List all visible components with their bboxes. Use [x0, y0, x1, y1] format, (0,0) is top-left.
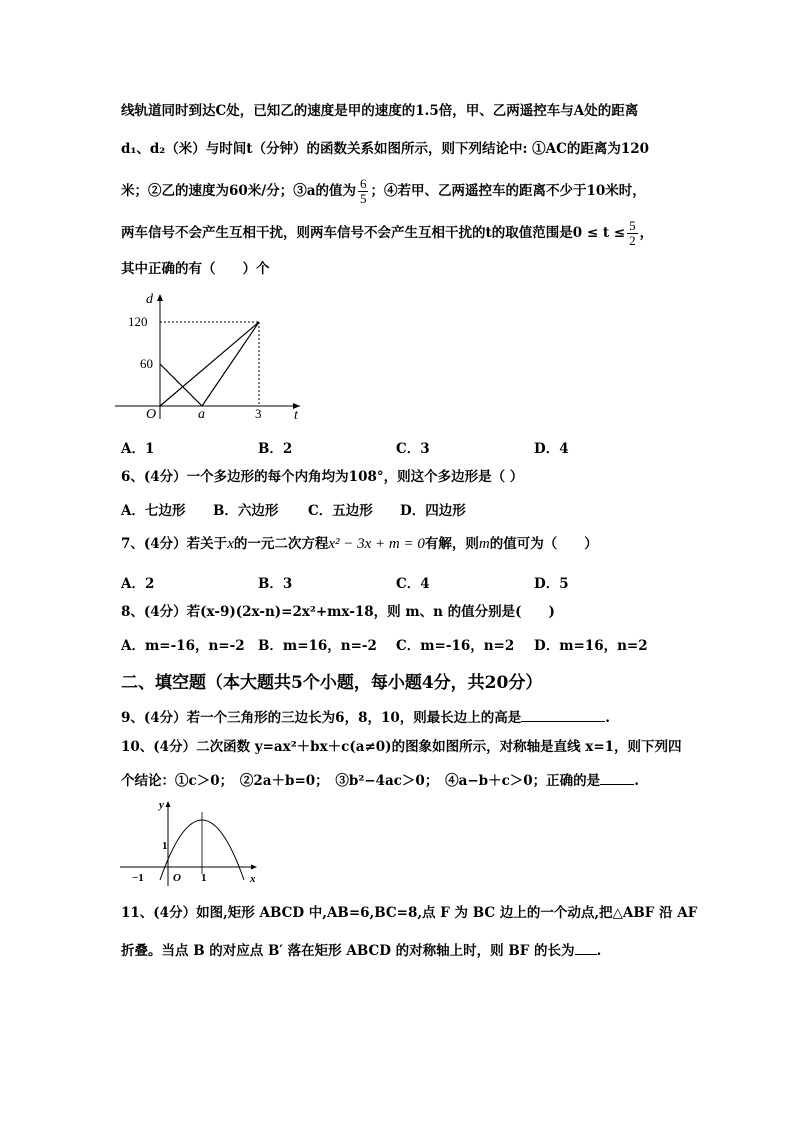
frac-a-num: 6	[359, 176, 367, 191]
q5-option-c[interactable]: C．3	[396, 441, 430, 457]
q5-option-a[interactable]: A．1	[121, 441, 155, 457]
q10-line2-text: 个结论：①c＞0； ②2a＋b=0； ③b²−4ac＞0； ④a−b＋c＞0；正确的是	[121, 773, 601, 789]
q8-option-a[interactable]: A．m=-16，n=-2	[121, 638, 245, 654]
q5-line5: 其中正确的有（ ）个	[121, 261, 270, 277]
q5-y-arrow	[157, 294, 163, 301]
q7-equation: x² − 3x + m = 0	[328, 536, 425, 552]
q10-tick-1y: 1	[162, 840, 168, 852]
q7-option-d[interactable]: D．5	[534, 576, 569, 592]
q5-y-label: d	[146, 292, 153, 307]
q8-option-d[interactable]: D．m=16，n=2	[534, 638, 648, 654]
q5-line2: d₁、d₂（米）与时间t（分钟）的函数关系如图所示，则下列结论中: ①AC的距离为120	[121, 141, 650, 157]
q5-line-jia	[160, 322, 259, 406]
q10-y-arrow	[166, 801, 171, 807]
q7-text	[121, 535, 598, 553]
q5-origin: O	[146, 407, 157, 422]
q10-x-arrow	[251, 865, 257, 870]
q9-answer-blank[interactable]	[521, 707, 605, 722]
q5-line-yi-down	[160, 364, 202, 406]
q11-answer-blank[interactable]	[575, 940, 597, 955]
q7-var-m: m	[478, 536, 490, 552]
q6-option-b[interactable]: B．六边形	[213, 503, 279, 519]
frac-t	[627, 219, 638, 248]
q10-answer-blank[interactable]	[600, 770, 634, 785]
q7-option-b[interactable]: B．3	[258, 576, 293, 592]
q7-text-a: 7、(4分）若关于	[121, 536, 228, 552]
q5-x-label: t	[294, 408, 298, 423]
q11-line1: 11、(4分）如图,矩形 ABCD 中,AB=6,BC=8,点 F 为 BC 边上的一个动点,把△ABF 沿 AF	[121, 905, 698, 921]
q5-line3	[121, 177, 646, 206]
q5-line1: 线轨道同时到达C处，已知乙的速度是甲的速度的1.5倍，甲、乙两遥控车与A处的距离	[121, 103, 639, 119]
q9-question: 9、(4分）若一个三角形的三边长为6，8，10，则最长边上的高是	[121, 710, 522, 726]
q8-text: 8、(4分）若(x-9)(2x-n)=2x²+mx-18，则 m、n 的值分别是( )	[121, 604, 555, 620]
q10-line1: 10、(4分）二次函数 y=ax²＋bx＋c(a≠0)的图象如图所示，对称轴是直线 x=1，则下列四	[121, 739, 682, 755]
q5-option-b[interactable]: B．2	[258, 441, 293, 457]
q10-parabola-graph	[116, 794, 266, 890]
q5-line4	[121, 219, 653, 248]
q11-end: .	[596, 943, 602, 959]
frac-t-den: 2	[629, 233, 636, 248]
q8-option-c[interactable]: C．m=-16，n=2	[396, 638, 515, 654]
q7-var-x: x	[227, 536, 234, 552]
q9-text	[121, 707, 610, 727]
q6-option-d[interactable]: D．四边形	[400, 503, 466, 519]
q6-option-a[interactable]: A．七边形	[121, 503, 186, 519]
q5-line4b: ，	[639, 225, 654, 241]
q11-line2-text: 折叠。当点 B 的对应点 B′ 落在矩形 ABCD 的对称轴上时，则 BF 的长为	[121, 943, 575, 959]
q7-option-c[interactable]: C．4	[396, 576, 430, 592]
q10-origin: O	[173, 872, 181, 884]
q8-option-b[interactable]: B．m=16，n=-2	[258, 638, 377, 654]
q10-x-label: x	[250, 873, 256, 885]
section-2-title: 二、填空题（本大题共5个小题，每小题4分，共20分）	[121, 673, 543, 693]
q5-line4a: 两车信号不会产生互相干扰，则两车信号不会产生互相干扰的t的取值范围是0 ≤ t ≤	[121, 225, 626, 241]
frac-a-den: 5	[359, 191, 367, 206]
q5-line3a: 米；②乙的速度为60米/分；③a的值为	[121, 183, 356, 199]
q7-option-a[interactable]: A．2	[121, 576, 155, 592]
q7-text-c: 有解，则	[424, 536, 479, 552]
q5-tick-60: 60	[140, 356, 153, 371]
q5-line-yi-up	[202, 322, 259, 406]
q10-y-label: y	[159, 799, 164, 811]
q7-text-d: 的值可为（ ）	[489, 536, 598, 552]
q10-tick-neg1: −1	[132, 872, 144, 884]
q11-line2	[121, 940, 601, 960]
q9-end: .	[605, 710, 610, 726]
q5-tick-a: a	[198, 407, 205, 422]
frac-t-num: 5	[629, 218, 636, 233]
q5-distance-time-graph	[110, 284, 310, 424]
q10-line2	[121, 770, 639, 790]
q5-tick-3: 3	[255, 406, 262, 421]
frac-a	[358, 177, 369, 206]
q6-option-c[interactable]: C．五边形	[308, 503, 373, 519]
q5-line3b: ；④若甲、乙两遥控车的距离不少于10米时，	[370, 183, 646, 199]
q10-tick-1x: 1	[201, 872, 207, 884]
q6-text: 6、(4分）一个多边形的每个内角均为108°，则这个多边形是（ ）	[121, 469, 524, 485]
q7-text-b: 的一元二次方程	[233, 536, 329, 552]
q5-tick-120: 120	[128, 314, 148, 329]
q5-option-d[interactable]: D．4	[534, 441, 569, 457]
q10-end: .	[634, 773, 639, 789]
